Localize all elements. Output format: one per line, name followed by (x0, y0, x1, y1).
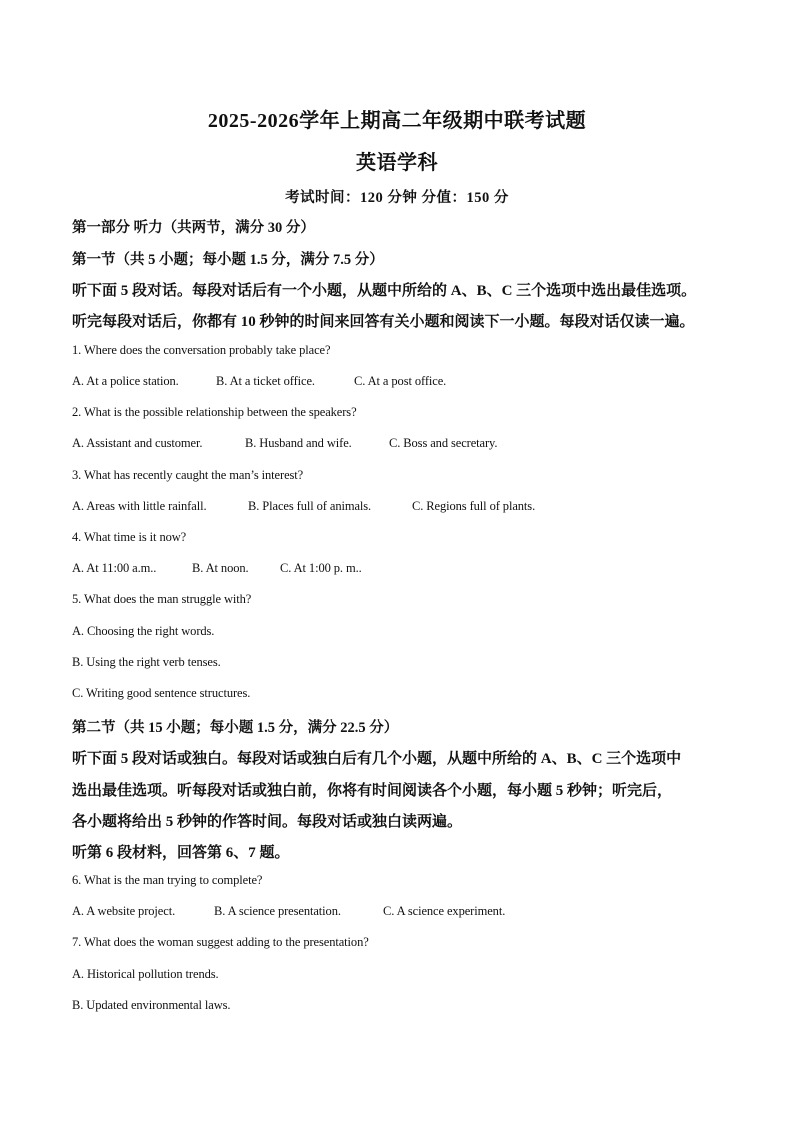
option-c[interactable]: C. Writing good sentence structures. (72, 686, 251, 700)
exam-title: 2025-2026学年上期高二年级期中联考试题 (207, 110, 587, 132)
question-6: 6. What is the man trying to complete? (72, 873, 263, 887)
section2-instruction-1: 听下面 5 段对话或独白。每段对话或独白后有几个小题，从题中所给的 A、B、C 三个选项中 (72, 751, 682, 767)
question-2: 2. What is the possible relationship between the speakers? (72, 405, 357, 419)
option-c[interactable]: C. A science experiment. (383, 904, 506, 918)
option-a[interactable]: A. Areas with little rainfall. (72, 499, 207, 513)
option-b[interactable]: B. Husband and wife. (245, 436, 352, 450)
option-b[interactable]: B. Updated environmental laws. (72, 998, 231, 1012)
option-b[interactable]: B. Using the right verb tenses. (72, 655, 221, 669)
question-1: 1. Where does the conversation probably take place? (72, 343, 331, 357)
option-a[interactable]: A. Choosing the right words. (72, 624, 215, 638)
section1-instruction-1: 听下面 5 段对话。每段对话后有一个小题，从题中所给的 A、B、C 三个选项中选出最佳选项。 (72, 283, 697, 299)
option-b[interactable]: B. At noon. (192, 561, 249, 575)
question-1-options (72, 374, 732, 389)
option-a[interactable]: A. At a police station. (72, 374, 179, 388)
option-c[interactable]: C. At 1:00 p. m.. (280, 561, 362, 575)
option-a[interactable]: A. Historical pollution trends. (72, 967, 219, 981)
option-c[interactable]: C. At a post office. (354, 374, 447, 388)
section2-instruction-3: 各小题将给出 5 秒钟的作答时间。每段对话或独白读两遍。 (72, 814, 463, 830)
material-6-heading: 听第 6 段材料，回答第 6、7 题。 (72, 845, 290, 861)
question-6-options (72, 904, 732, 919)
option-b[interactable]: B. A science presentation. (214, 904, 341, 918)
section2-instruction-2: 选出最佳选项。听每段对话或独白前，你将有时间阅读各个小题，每小题 5 秒钟；听完后， (72, 783, 673, 799)
option-b[interactable]: B. Places full of animals. (248, 499, 372, 513)
question-3-options (72, 499, 732, 514)
part1-heading: 第一部分 听力（共两节，满分 30 分） (72, 220, 315, 236)
option-c[interactable]: C. Regions full of plants. (412, 499, 536, 513)
section1-heading: 第一节（共 5 小题；每小题 1.5 分，满分 7.5 分） (72, 252, 384, 268)
option-a[interactable]: A. A website project. (72, 904, 176, 918)
question-5: 5. What does the man struggle with? (72, 592, 252, 606)
subject-title: 英语学科 (356, 152, 438, 174)
section1-instruction-2: 听完每段对话后，你都有 10 秒钟的时间来回答有关小题和阅读下一小题。每段对话仅读一遍。 (72, 314, 695, 330)
question-2-options (72, 436, 732, 451)
exam-info: 考试时间：120 分钟 分值：150 分 (285, 190, 509, 206)
option-a[interactable]: A. At 11:00 a.m.. (72, 561, 157, 575)
question-3: 3. What has recently caught the man’s interest? (72, 468, 304, 482)
question-4: 4. What time is it now? (72, 530, 187, 544)
option-b[interactable]: B. At a ticket office. (216, 374, 315, 388)
option-a[interactable]: A. Assistant and customer. (72, 436, 203, 450)
section2-heading: 第二节（共 15 小题；每小题 1.5 分，满分 22.5 分） (72, 720, 399, 736)
option-c[interactable]: C. Boss and secretary. (389, 436, 498, 450)
question-7: 7. What does the woman suggest adding to the presentation? (72, 935, 369, 949)
question-4-options (72, 561, 732, 576)
